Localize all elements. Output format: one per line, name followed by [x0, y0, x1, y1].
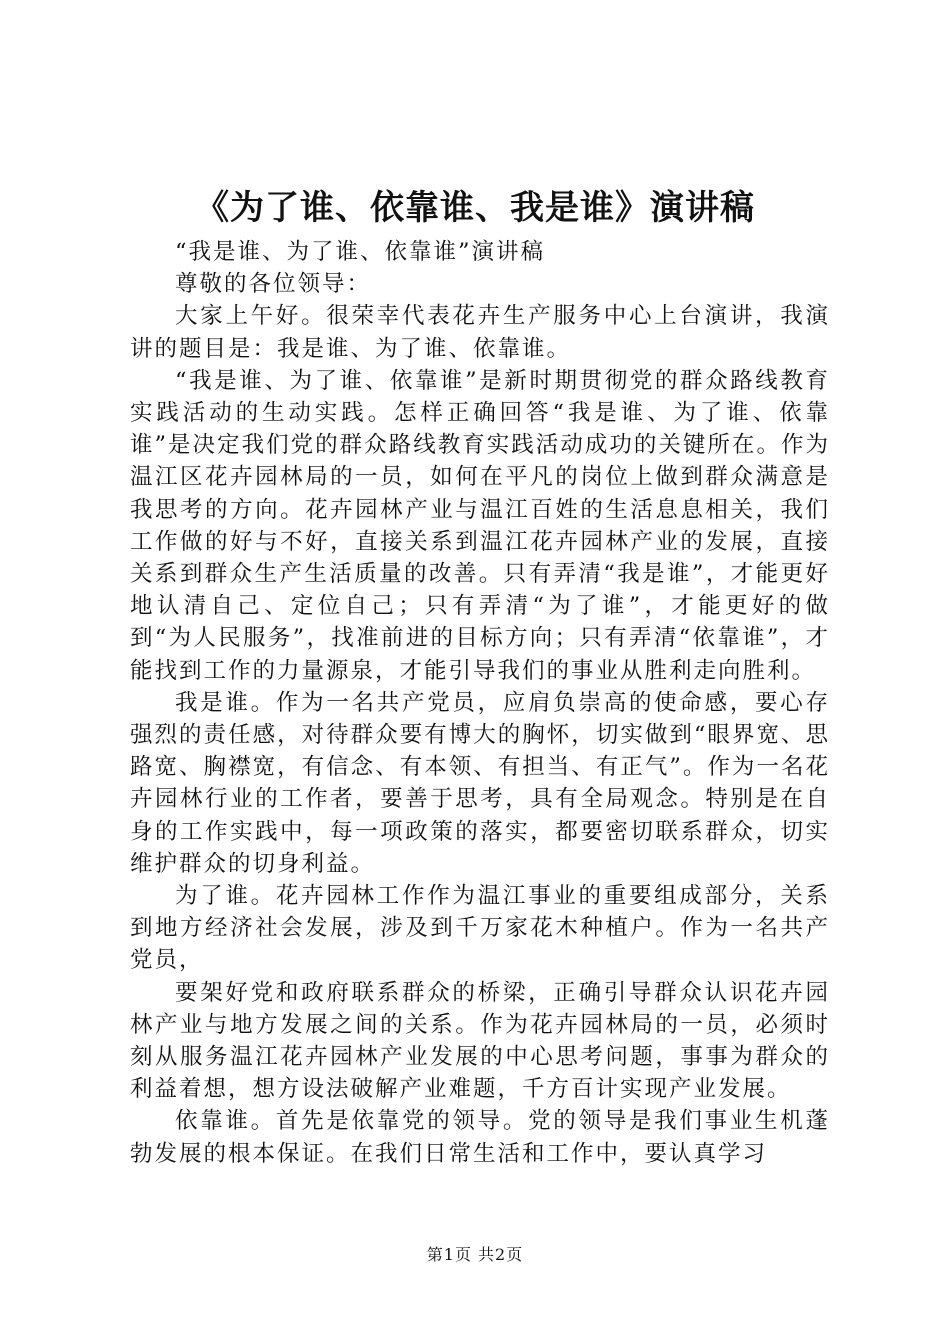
body-paragraph: 大家上午好。很荣幸代表花卉生产服务中心上台演讲，我演讲的题目是：我是谁、为了谁、依靠谁。 — [130, 303, 830, 362]
subtitle-paragraph: “我是谁、为了谁、依靠谁”演讲稿 — [175, 239, 546, 265]
page-number-footer: 第1页 共2页 — [426, 1245, 524, 1264]
document-title: 《为了谁、依靠谁、我是谁》演讲稿 — [195, 188, 755, 228]
body-paragraph: 要架好党和政府联系群众的桥梁，正确引导群众认识花卉园林产业与地方发展之间的关系。作为花卉园林局的一员，必须时刻从服务温江花卉园林产业发展的中心思考问题，事事为群众的利益着想，想方设法破解产业难题，千方百计实现产业发展。 — [130, 979, 830, 1103]
document-body — [130, 236, 830, 1170]
body-paragraph: 依靠谁。首先是依靠党的领导。党的领导是我们事业生机蓬勃发展的根本保证。在我们日常生活和工作中，要认真学习 — [130, 1108, 830, 1167]
body-paragraph: 为了谁。花卉园林工作作为温江事业的重要组成部分，关系到地方经济社会发展，涉及到千万家花木种植户。作为一名共产党员， — [130, 883, 830, 974]
salutation-paragraph: 尊敬的各位领导： — [175, 271, 372, 298]
body-paragraph: 我是谁。作为一名共产党员，应肩负崇高的使命感，要心存强烈的责任感，对待群众要有博大的胸怀，切实做到“眼界宽、思路宽、胸襟宽，有信念、有本领、有担当、有正气”。作为一名花卉园林行业的工作者，要善于思考，具有全局观念。特别是在自身的工作实践中，每一项政策的落实，都要密切联系群众，切实维护群众的切身利益。 — [130, 689, 830, 877]
body-paragraph: “我是谁、为了谁、依靠谁”是新时期贯彻党的群众路线教育实践活动的生动实践。怎样正确回答“我是谁、为了谁、依靠谁”是决定我们党的群众路线教育实践活动成功的关键所在。作为温江区花卉园林局的一员，如何在平凡的岗位上做到群众满意是我思考的方向。花卉园林产业与温江百姓的生活息息相关，我们工作做的好与不好，直接关系到温江花卉园林产业的发展，直接关系到群众生产生活质量的改善。只有弄清“我是谁”，才能更好地认清自己、定位自己；只有弄清“为了谁”，才能更好的做到“为人民服务”，找准前进的目标方向；只有弄清“依靠谁”，才能找到工作的力量源泉，才能引导我们的事业从胜利走向胜利。 — [130, 367, 830, 684]
